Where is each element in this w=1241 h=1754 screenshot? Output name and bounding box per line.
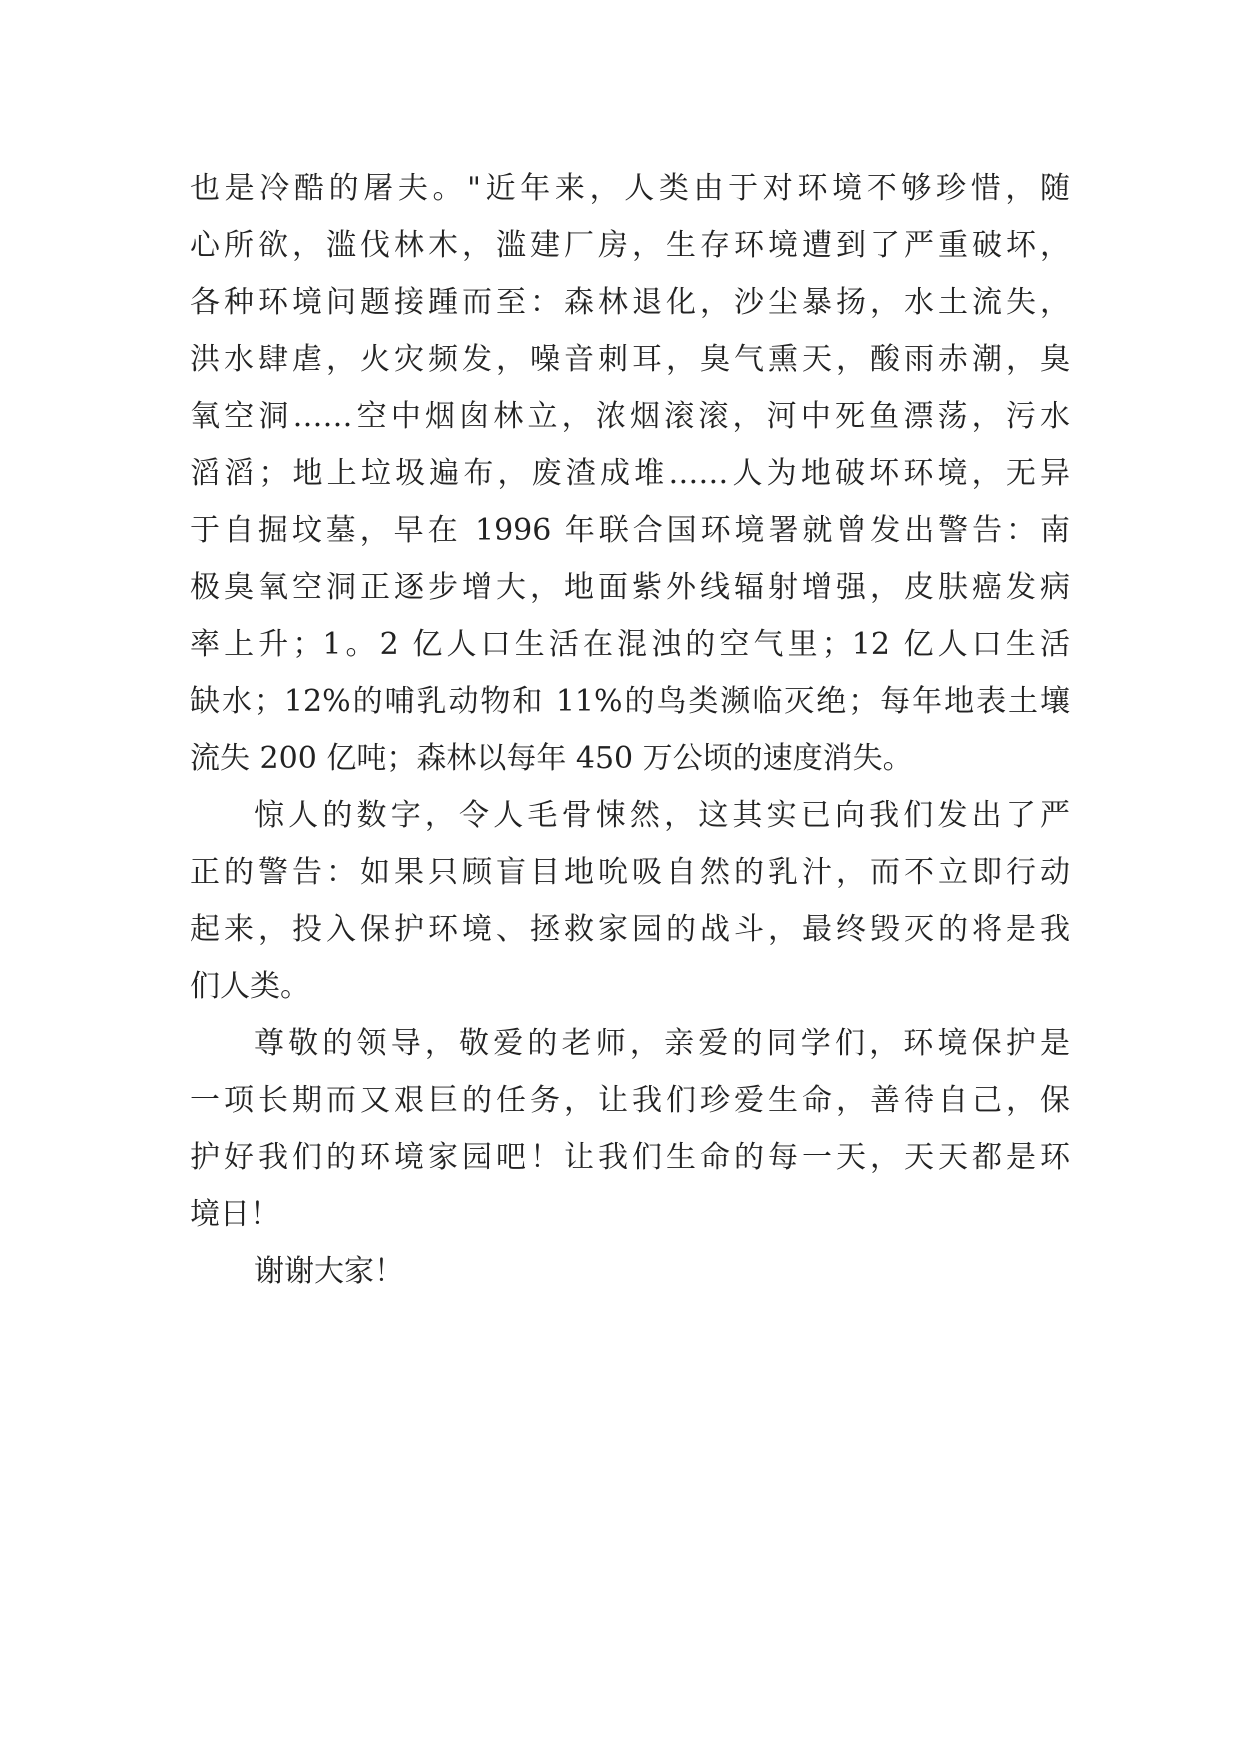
text-line: 洪水肆虐，火灾频发，噪音刺耳，臭气熏天，酸雨赤潮，臭 — [190, 342, 1070, 377]
text-line: 一项长期而又艰巨的任务，让我们珍爱生命，善待自己，保 — [190, 1083, 1070, 1118]
body-text — [190, 160, 1070, 1300]
text-line: 于自掘坟墓，早在 1996 年联合国环境署就曾发出警告：南 — [190, 513, 1070, 548]
text-line: 滔滔；地上垃圾遍布，废渣成堆……人为地破坏环境，无异 — [190, 456, 1070, 491]
text-line: 护好我们的环境家园吧！让我们生命的每一天，天天都是环 — [190, 1140, 1070, 1175]
text-line: 们人类。 — [190, 969, 310, 1004]
text-line: 谢谢大家！ — [254, 1254, 404, 1289]
text-line: 也是冷酷的屠夫。"近年来，人类由于对环境不够珍惜，随 — [190, 171, 1070, 206]
text-line: 境日！ — [190, 1197, 280, 1232]
text-line: 尊敬的领导，敬爱的老师，亲爱的同学们，环境保护是 — [254, 1026, 1070, 1061]
text-line: 氧空洞……空中烟囱林立，浓烟滚滚，河中死鱼漂荡，污水 — [190, 399, 1070, 434]
text-line: 心所欲，滥伐林木，滥建厂房，生存环境遭到了严重破坏， — [190, 228, 1070, 263]
text-line: 流失 200 亿吨；森林以每年 450 万公顷的速度消失。 — [190, 741, 913, 776]
text-line: 缺水；12%的哺乳动物和 11%的鸟类濒临灭绝；每年地表土壤 — [190, 684, 1070, 719]
text-line: 起来，投入保护环境、拯救家园的战斗，最终毁灭的将是我 — [190, 912, 1070, 947]
text-line: 正的警告：如果只顾盲目地吮吸自然的乳汁，而不立即行动 — [190, 855, 1070, 890]
text-line: 惊人的数字，令人毛骨悚然，这其实已向我们发出了严 — [254, 798, 1070, 833]
text-line: 各种环境问题接踵而至：森林退化，沙尘暴扬，水土流失， — [190, 285, 1070, 320]
text-line: 极臭氧空洞正逐步增大，地面紫外线辐射增强，皮肤癌发病 — [190, 570, 1070, 605]
text-line: 率上升；1。2 亿人口生活在混浊的空气里；12 亿人口生活 — [190, 627, 1070, 662]
